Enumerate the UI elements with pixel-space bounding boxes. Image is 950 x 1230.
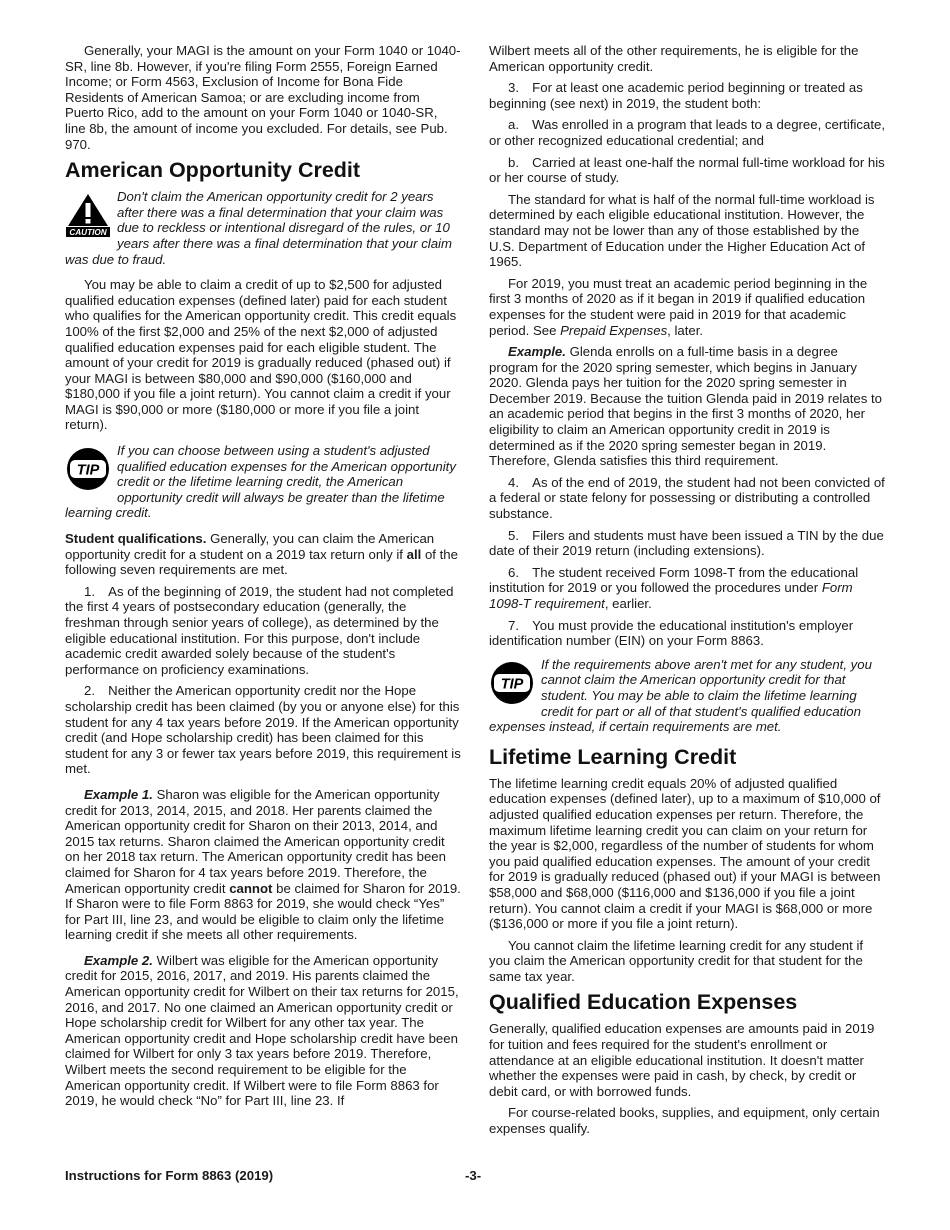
student-qualifications-runin: Student qualifications. <box>65 531 207 547</box>
magi-paragraph: Generally, your MAGI is the amount on your Form 1040 or 1040-SR, line 8b. However, if you're filing Form 2555, Foreign Earned Income; or Form 4563, Exclusion of Income for Bona Fide Residents of American Samoa; or are excluding income from Puerto Rico, add to the amount on your Form 1040 or 1040-SR, line 8b, the amount of income you excluded. For details, see Pub. 970. <box>65 43 461 152</box>
example-1-text-a: Sharon was eligible for the American opportunity credit for 2013, 2014, 2015, and 2018. Her parents claimed the American opportunity credit for Sharon on their 2013, 2014, and 2015 tax returns. Sharon claimed the American opportunity credit on her 2018 tax return. The American opportunity credit has been claimed for Sharon for 4 tax years before 2019. Therefore, the American opportunity credit <box>65 786 446 896</box>
tip-label: TIP <box>500 676 524 693</box>
footer-page-number: -3- <box>465 1168 482 1183</box>
tip-label: TIP <box>76 462 100 479</box>
continued-paragraph: Wilbert meets all of the other requirements, he is eligible for the American opportunity credit. <box>489 43 859 74</box>
caution-text: Don't claim the American opportunity credit for 2 years after there was a final determination that your claim was due to reckless or intentional disregard of the rules, or 10 years after there was a final determination that your claim was due to fraud. <box>65 189 452 267</box>
prepaid-expenses-ref: Prepaid Expenses <box>560 322 668 338</box>
page-footer <box>65 1168 885 1186</box>
credit-paragraph: You may be able to claim a credit of up to $2,500 for adjusted qualified education expenses (defined later) paid for each student who qualifies for the American opportunity credit. This credit equals 100% of the first $2,000 and 25% of the next $2,000 of adjusted qualified education expenses paid for each eligible student. The amount of your credit for 2019 is gradually reduced (phased out) if your MAGI is between $80,000 and $90,000 ($160,000 and $180,000 if you file a joint return). You cannot claim a credit if your MAGI is $90,000 or more ($180,000 or more if you file a joint return). <box>65 277 457 433</box>
requirement-7: 7. You must provide the educational institution's employer identification number (EIN) on your Form 8863. <box>489 617 854 649</box>
lifetime-learning-paragraph-2: You cannot claim the lifetime learning credit for any student if you claim the American opportunity credit for that student for the same tax year. <box>489 937 864 984</box>
example-2-label: Example 2. <box>84 952 153 968</box>
lifetime-learning-paragraph: The lifetime learning credit equals 20% of adjusted qualified education expenses (defined later), up to a maximum of $10,000 of adjusted qualified education expenses per return. Therefore, the maximum lifetime learning credit you can claim on your return for the year is $2,000, regardless of the number of students for whom you paid qualified education expenses. The amount of your credit for 2019 is gradually reduced (phased out) if your MAGI is between $58,000 and $68,000 ($116,000 and $136,000 if you file a joint return). You cannot claim a credit if your MAGI is $68,000 or more ($136,000 or more if you file a joint return). <box>489 775 881 932</box>
sq-text-a: Generally, you can claim the American opportunity credit for a student on a 2019 tax return only if <box>65 531 435 562</box>
example-1-cannot: cannot <box>229 880 273 896</box>
sq-all-bold: all <box>406 546 422 562</box>
caution-label: CAUTION <box>69 228 107 238</box>
requirement-4: 4. As of the end of 2019, the student had not been convicted of a federal or state felony for possessing or distributing a controlled substance. <box>489 474 885 522</box>
tip-note-left <box>65 443 461 521</box>
student-qualifications-paragraph <box>65 531 461 578</box>
qualified-expenses-paragraph: Generally, qualified education expenses are amounts paid in 2019 for tuition and fees required for the student's enrollment or attendance at an eligible educational institution. It doesn't matter whether the expenses were paid in cash, by check, by credit or debit card, or with borrowed funds. <box>489 1021 875 1099</box>
tip-text: If the requirements above aren't met for any student, you cannot claim the American opportunity credit for that student. You may be able to claim the lifetime learning credit for part or all of that student's qualified education expenses instead, if certain requirements are met. <box>489 656 872 735</box>
example-1-label: Example 1. <box>84 786 153 802</box>
sq-text-b: of the following seven requirements are met. <box>65 546 458 578</box>
requirement-1: 1. As of the beginning of 2019, the student had not completed the first 4 years of postsecondary education (generally, the freshman through senior years of college), as determined by the eligible educational institution. For this purpose, don't include academic credit awarded solely because of the student's performance on proficiency examinations. <box>65 583 454 677</box>
glenda-example-text: Glenda enrolls on a full-time basis in a degree program for the 2020 spring semester, which begins in January 2020. Glenda pays her tuition for the 2020 spring semester in December 2019. Because the tuition Glenda paid in 2019 relates to an academic period that begins in the first 3 months of 2020, her eligibility to claim an American opportunity credit in 2019 is determined as if the 2020 spring semester began in 2019. Therefore, Glenda satisfies this third requirement. <box>489 344 882 469</box>
requirement-3a: a. Was enrolled in a program that leads to a degree, certificate, or other recognized educational credential; and <box>489 117 886 148</box>
tip-icon <box>65 445 111 493</box>
heading-american-opportunity-credit: American Opportunity Credit <box>65 158 361 183</box>
heading-qualified-education-expenses: Qualified Education Expenses <box>489 990 798 1015</box>
right-column <box>489 43 885 1143</box>
example-1-text-b: be claimed for Sharon for 2019. If Sharon were to file Form 8863 for 2019, she would check “Yes” for Part III, line 23, and would be eligible to claim only the lifetime learning credit if she meets all other requirements. <box>65 880 461 943</box>
requirement-3: 3. For at least one academic period beginning or treated as beginning (see next) in 2019, the student both: <box>489 80 863 111</box>
requirement-3b: b. Carried at least one-half the normal full-time workload for his or her course of study. <box>489 154 885 186</box>
tip-icon <box>489 659 535 707</box>
academic-period-text-b: , later. <box>667 322 704 338</box>
academic-period-text-a: For 2019, you must treat an academic period beginning in the first 3 months of 2020 as if it began in 2019 if qualified education expenses for the student were paid in 2019 for that academic period. See <box>489 275 868 338</box>
tip-text: If you can choose between using a student's adjusted qualified education expenses for the American opportunity credit or the lifetime learning credit, the American opportunity credit will always be greater than the lifetime learning credit. <box>65 443 456 521</box>
academic-period-paragraph <box>489 276 885 338</box>
requirement-2: 2. Neither the American opportunity credit nor the Hope scholarship credit has been claimed (by you or anyone else) for this student for any 4 tax years before 2019. If the American opportunity credit (and Hope scholarship credit) has been claimed for this student for any 3 or fewer tax years before 2019, this requirement is met. <box>65 683 461 777</box>
standard-paragraph: The standard for what is half of the normal full-time workload is determined by each eligible educational institution. However, the standard may not be lower than any of those established by the U.S. Department of Education under the Higher Education Act of 1965. <box>489 191 875 270</box>
caution-note <box>65 189 461 267</box>
example-2 <box>65 953 461 1109</box>
example-2-text: Wilbert was eligible for the American opportunity credit for 2015, 2016, 2017, and 2019. His parents claimed the American opportunity credit for Wilbert on their tax returns for 2015, 2016, and 2017. No one claimed an American opportunity credit or Hope scholarship credit for Wilbert for any other tax year. The American opportunity credit and Hope scholarship credit have been claimed for Wilbert for only 3 tax years before 2019. Therefore, Wilbert meets the second requirement to be eligible for the American opportunity credit. If Wilbert were to file Form 8863 for 2019, he would check “No” for Part III, line 23. If <box>65 952 459 1109</box>
heading-lifetime-learning-credit: Lifetime Learning Credit <box>489 744 737 769</box>
requirement-6-text-b: , earlier. <box>604 596 652 611</box>
glenda-example-label: Example. <box>508 344 566 360</box>
caution-icon <box>65 191 111 239</box>
glenda-example <box>489 344 885 469</box>
example-1 <box>65 787 461 943</box>
footer-form-title: Instructions for Form 8863 (2019) <box>65 1168 274 1183</box>
tip-note-right <box>489 657 885 735</box>
requirement-5: 5. Filers and students must have been issued a TIN by the due date of their 2019 return (including extensions). <box>489 527 884 559</box>
form-1098t-requirement-ref: Form 1098-T requirement <box>489 580 853 611</box>
left-column <box>65 43 461 1115</box>
books-paragraph: For course-related books, supplies, and equipment, only certain expenses qualify. <box>489 1105 880 1137</box>
requirement-6-text-a: 6. The student received Form 1098-T from the educational institution for 2019 or you followed the procedures under <box>489 564 859 596</box>
requirement-6 <box>489 565 885 612</box>
